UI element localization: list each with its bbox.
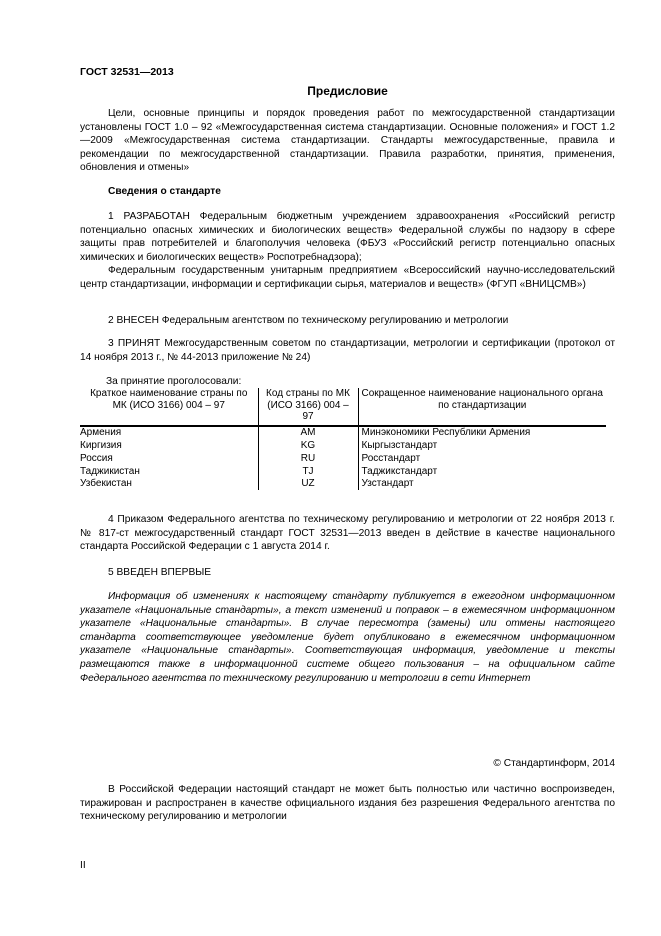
vote-table-caption: За принятие проголосовали: [106,376,242,387]
country-code: UZ [258,478,358,491]
table-row [80,452,606,465]
item-1-co-developer: Федеральным государственным унитарным предприятием «Всероссийский научно-исследовательский центр стандартизации, информации и сертификации сырья, материалов и веществ» (ФГУП «ВНИЦСМВ») [80,265,615,290]
standards-body: Узстандарт [358,478,606,491]
standards-body: Росстандарт [358,452,606,465]
table-row [80,465,606,478]
country-code: AM [258,426,358,440]
country-name: Россия [80,452,258,465]
document-id: ГОСТ 32531—2013 [80,66,174,78]
item-5-introduced: 5 ВВЕДЕН ВПЕРВЫЕ [108,567,212,578]
page-title: Предисловие [307,84,388,98]
intro-paragraph: Цели, основные принципы и порядок проведения работ по межгосударственной стандартизации установлены ГОСТ 1.0 – 92 «Межгосударственная система стандартизации. Основные положения» и ГОСТ 1.2—2009 «Межгосударственная система стандартизации. Стандарты межгосударственные, правила и рекомендации по межгосударственной стандартизации. Правила разработки, принятия, применения, обновления и отмены» [80,108,615,174]
table-row [80,439,606,452]
change-information-notice: Информация об изменениях к настоящему стандарту публикуется в ежегодном информационном указателе «Национальные стандарты», а текст изменений и поправок – в ежемесячном информационном указателе «Национальные стандарты». В случае пересмотра (замены) или отмены настоящего стандарта соответствующее уведомление будет опубликовано в ежемесячном информационном указателе «Национальные стандарты». Соответствующая информация, уведомление и тексты размещаются также в информационной системе общего пользования – на официальном сайте Федерального агентства по техническому регулированию и метрологии в сети Интернет [80,591,615,684]
header-standards-body: Сокращенное наименование национального органа по стандартизации [358,388,606,426]
header-country-code: Код страны по МК (ИСО 3166) 004 – 97 [258,388,358,426]
country-code: RU [258,452,358,465]
item-1-developer: 1 РАЗРАБОТАН Федеральным бюджетным учреждением здравоохранения «Российский регистр потенциально опасных химических и биологических веществ» Федеральной службы по надзору в сфере защиты прав потребителей и благополучия человека (ФБУЗ «Российский регистр потенциально опасных химических и биологических веществ» Роспотребнадзора); [80,211,615,263]
country-code: KG [258,439,358,452]
item-2-submitted: 2 ВНЕСЕН Федеральным агентством по техническому регулированию и метрологии [108,315,509,326]
item-3-adopted: 3 ПРИНЯТ Межгосударственным советом по стандартизации, метрологии и сертификации (протокол от 14 ноября 2013 г., № 44-2013 приложение № 24) [80,338,615,363]
country-name: Киргизия [80,439,258,452]
copyright-line: © Стандартинформ, 2014 [493,758,615,769]
standards-body: Минэкономики Республики Армения [358,426,606,440]
country-name: Армения [80,426,258,440]
vote-table-header-row [80,388,606,426]
vote-table [80,388,606,490]
reproduction-notice: В Российской Федерации настоящий стандарт не может быть полностью или частично воспроизведен, тиражирован и распространен в качестве официального издания без разрешения Федерального агентства по техническому регулированию и метрологии [80,784,615,823]
standards-body: Таджикстандарт [358,465,606,478]
country-name: Узбекистан [80,478,258,491]
country-code: TJ [258,465,358,478]
country-name: Таджикистан [80,465,258,478]
standards-body: Кыргызстандарт [358,439,606,452]
header-country-name: Краткое наименование страны по МК (ИСО 3166) 004 – 97 [80,388,258,426]
item-4-order: 4 Приказом Федерального агентства по техническому регулированию и метрологии от 22 ноября 2013 г. № 817-ст межгосударственный стандарт ГОСТ 32531—2013 введен в действие в качестве национального стандарта Российской Федерации с 1 августа 2014 г. [80,514,615,553]
section-heading: Сведения о стандарте [108,186,221,197]
page-number: II [80,860,86,871]
table-row [80,426,606,440]
table-row [80,478,606,491]
